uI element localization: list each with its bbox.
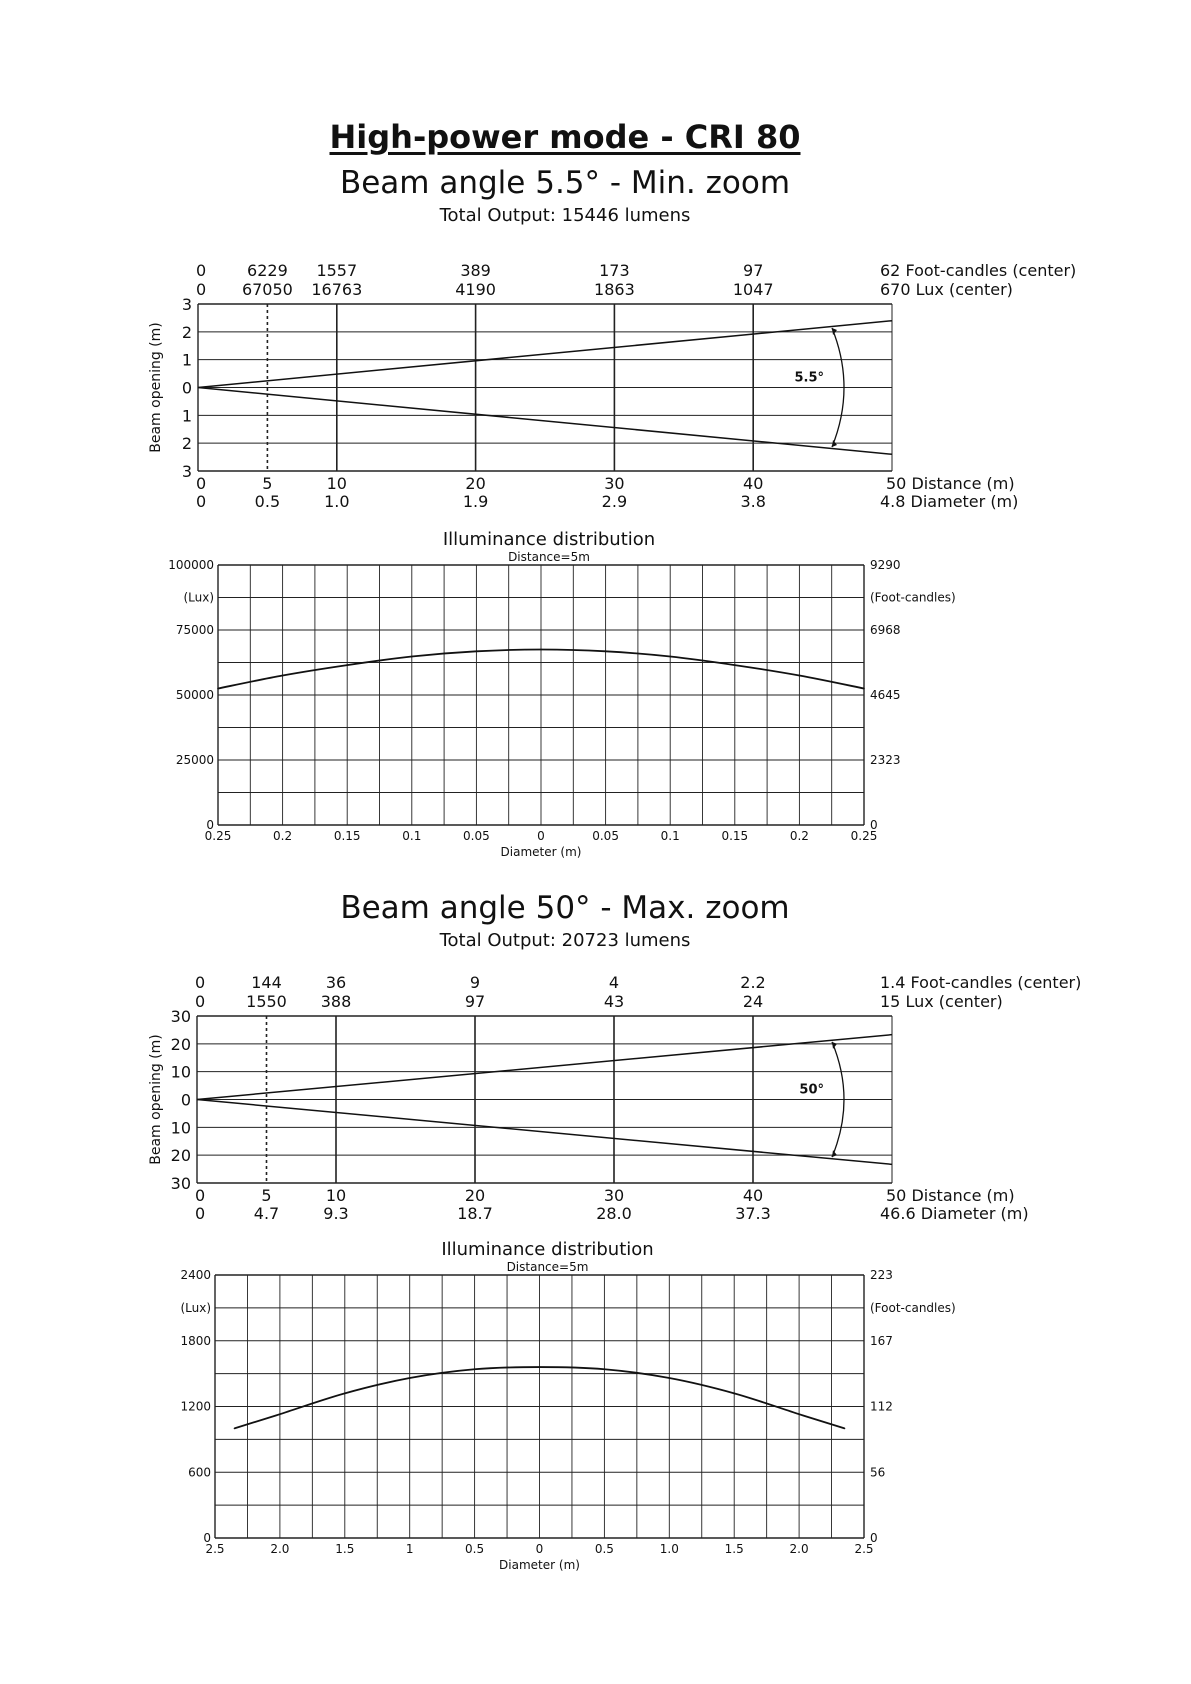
y-tick-label: 20: [170, 1146, 191, 1166]
x-tick-label: 2.0: [789, 1542, 809, 1556]
total-output-max-zoom: Total Output: 20723 lumens: [439, 930, 691, 951]
right-unit-label: (Foot-candles): [870, 590, 956, 605]
x-tick-label: 0.05: [463, 829, 490, 843]
y-tick-label: 30: [170, 1007, 191, 1026]
lux-label: 1047: [732, 280, 774, 299]
data-point: [540, 649, 542, 651]
lux-label: 67050: [241, 280, 293, 299]
x-tick-label: 0.1: [402, 829, 422, 843]
left-tick-label: 1800: [180, 1333, 211, 1348]
illuminance-chart-max-zoom: [0, 1235, 1191, 1570]
x-tick-label: 1: [405, 1542, 414, 1556]
data-point: [346, 664, 348, 666]
beam-diagram-min-zoom: [0, 235, 1191, 515]
x-tick-label: 0.5: [594, 1542, 614, 1556]
y-tick-label: 10: [170, 1118, 191, 1138]
distance-label: 30: [604, 474, 625, 493]
beam-edge-upper: [197, 1035, 892, 1100]
diameter-label-end: 4.8 Diameter (m): [880, 492, 1019, 511]
lux-label-end: 15 Lux (center): [880, 992, 1003, 1011]
lux-label: 1550: [246, 992, 287, 1011]
chart-title: Illuminance distribution: [442, 529, 656, 550]
y-tick-label: 2: [181, 322, 192, 342]
left-tick-label: 25000: [175, 753, 214, 767]
beam-angle-label: 5.5°: [794, 370, 824, 386]
footcandle-label: 173: [599, 261, 630, 280]
data-point: [279, 1413, 281, 1415]
distance-label-end: 50 Distance (m): [886, 1186, 1015, 1205]
left-tick-label: 0: [203, 1531, 211, 1545]
data-point: [217, 688, 219, 690]
footcandle-label: 2.2: [740, 973, 766, 992]
y-tick-label: 1: [181, 350, 192, 370]
beam-edge-lower: [197, 1100, 892, 1165]
left-tick-label: 600: [188, 1465, 211, 1480]
diameter-label: 0.5: [254, 492, 281, 511]
y-tick-label: 0: [180, 1090, 191, 1110]
lux-label: 0: [195, 992, 206, 1011]
left-unit-label: (Lux): [180, 1300, 211, 1315]
x-axis-label: Diameter (m): [500, 845, 582, 859]
diameter-label: 37.3: [735, 1204, 771, 1223]
footcandle-label: 6229: [247, 261, 288, 280]
distance-label: 40: [743, 474, 764, 493]
y-tick-label: 1: [181, 406, 192, 426]
data-point: [734, 664, 736, 666]
left-tick-label: 75000: [175, 623, 214, 637]
beam-diagram-max-zoom: [0, 960, 1191, 1235]
data-point: [604, 1368, 606, 1370]
footcandle-label-end: 62 Foot-candles (center): [880, 261, 1077, 280]
lux-label: 97: [464, 992, 486, 1011]
y-tick-label: 3: [181, 462, 192, 481]
right-tick-label: 2323: [870, 753, 901, 767]
left-tick-label: 0: [206, 818, 214, 832]
left-tick-label: 100000: [168, 558, 214, 572]
data-point: [605, 651, 607, 653]
right-unit-label: (Foot-candles): [870, 1300, 956, 1315]
x-tick-label: 0.25: [204, 829, 232, 843]
diameter-label: 0: [196, 492, 207, 511]
x-tick-label: 0.05: [592, 829, 619, 843]
data-point: [799, 675, 801, 677]
diameter-label: 28.0: [596, 1204, 632, 1223]
footcandle-label: 144: [251, 973, 282, 992]
x-axis-label: Diameter (m): [499, 1558, 580, 1572]
lux-label: 16763: [311, 280, 363, 299]
lux-label: 4190: [455, 280, 496, 299]
x-tick-label: 0: [537, 829, 545, 843]
x-tick-label: 0.15: [333, 829, 361, 843]
lux-label: 43: [603, 992, 625, 1011]
left-tick-label: 50000: [175, 688, 214, 702]
right-tick-label: 4645: [870, 688, 901, 702]
chart-subtitle: Distance=5m: [508, 550, 590, 564]
right-tick-label: 9290: [870, 558, 901, 572]
x-tick-label: 0.25: [850, 829, 878, 843]
diameter-label: 18.7: [457, 1204, 493, 1223]
distance-label: 5: [261, 1186, 272, 1205]
x-tick-label: 1.0: [659, 1542, 679, 1556]
data-point: [411, 656, 413, 658]
x-tick-label: 0: [535, 1542, 544, 1556]
right-tick-label: 112: [870, 1399, 893, 1414]
x-tick-label: 2.5: [205, 1542, 225, 1556]
footcandle-label: 0: [196, 261, 207, 280]
left-tick-label: 1200: [180, 1399, 211, 1414]
data-point: [844, 1428, 846, 1430]
distance-label-end: 50 Distance (m): [886, 474, 1015, 493]
total-output-min-zoom: Total Output: 15446 lumens: [439, 205, 691, 226]
lux-label: 0: [196, 280, 207, 299]
right-tick-label: 167: [870, 1333, 893, 1348]
data-point: [234, 1428, 236, 1430]
distance-label: 0: [195, 1186, 206, 1205]
data-point: [282, 675, 284, 677]
lux-label: 1863: [594, 280, 635, 299]
footcandle-label: 9: [469, 973, 481, 992]
x-tick-label: 1.5: [335, 1542, 355, 1556]
diameter-label: 1.9: [462, 492, 489, 511]
y-tick-label: 10: [170, 1062, 191, 1082]
x-tick-label: 0.15: [721, 829, 749, 843]
y-tick-label: 0: [181, 378, 192, 398]
illuminance-chart-min-zoom: [0, 520, 1191, 865]
data-point: [798, 1413, 800, 1415]
data-point: [474, 1368, 476, 1370]
diameter-label-end: 46.6 Diameter (m): [880, 1204, 1029, 1223]
section-title-min-zoom: Beam angle 5.5° - Min. zoom: [339, 165, 791, 201]
section-title-max-zoom: Beam angle 50° - Max. zoom: [340, 890, 790, 926]
distance-label: 20: [465, 474, 486, 493]
page-title: High-power mode - CRI 80: [329, 118, 801, 156]
footcandle-label: 97: [743, 261, 764, 280]
chart-subtitle: Distance=5m: [506, 1260, 589, 1274]
footcandle-label: 36: [325, 973, 347, 992]
distance-label: 40: [742, 1186, 764, 1205]
x-tick-label: 0.2: [273, 829, 293, 843]
distance-label: 30: [603, 1186, 625, 1205]
beam-edge-upper: [198, 321, 892, 388]
footcandle-label: 0: [195, 973, 206, 992]
data-point: [539, 1366, 541, 1368]
x-tick-label: 0.2: [789, 829, 809, 843]
right-tick-label: 0: [870, 818, 878, 832]
y-axis-label: Beam opening (m): [148, 322, 164, 453]
distance-label: 20: [464, 1186, 486, 1205]
footcandle-label: 389: [460, 261, 491, 280]
beam-edge-lower: [198, 388, 892, 455]
data-point: [733, 1393, 735, 1395]
data-point: [409, 1377, 411, 1379]
diameter-label: 1.0: [324, 492, 350, 511]
data-point: [344, 1393, 346, 1395]
diameter-label: 4.7: [253, 1204, 280, 1223]
data-point: [669, 656, 671, 658]
beam-angle-label: 50°: [799, 1082, 824, 1098]
footcandle-label: 4: [608, 973, 620, 992]
x-tick-label: 1.5: [724, 1542, 744, 1556]
left-tick-label: 2400: [180, 1268, 211, 1282]
lux-label: 24: [742, 992, 764, 1011]
y-tick-label: 3: [181, 295, 192, 314]
diameter-label: 9.3: [323, 1204, 349, 1223]
x-tick-label: 0.1: [660, 829, 680, 843]
data-point: [476, 651, 478, 653]
left-unit-label: (Lux): [183, 590, 214, 605]
data-point: [669, 1377, 671, 1379]
distance-label: 0: [196, 474, 207, 493]
y-tick-label: 30: [170, 1174, 191, 1193]
diameter-label: 2.9: [601, 492, 628, 511]
y-tick-label: 2: [181, 434, 192, 454]
footcandle-label: 1557: [316, 261, 358, 280]
footcandle-label-end: 1.4 Foot-candles (center): [880, 973, 1082, 992]
diameter-label: 0: [195, 1204, 206, 1223]
data-point: [863, 688, 865, 690]
distance-label: 5: [262, 474, 273, 493]
right-tick-label: 223: [870, 1268, 893, 1282]
right-tick-label: 56: [870, 1465, 886, 1480]
y-axis-label: Beam opening (m): [148, 1034, 164, 1165]
x-tick-label: 2.0: [270, 1542, 290, 1556]
chart-title: Illuminance distribution: [441, 1239, 654, 1260]
distance-label: 10: [326, 474, 347, 493]
right-tick-label: 0: [870, 1531, 878, 1545]
x-tick-label: 2.5: [854, 1542, 874, 1556]
x-tick-label: 0.5: [465, 1542, 485, 1556]
right-tick-label: 6968: [870, 623, 901, 637]
lux-label: 388: [320, 992, 352, 1011]
lux-label-end: 670 Lux (center): [880, 280, 1013, 299]
y-tick-label: 20: [170, 1034, 191, 1054]
diameter-label: 3.8: [740, 492, 766, 511]
distance-label: 10: [325, 1186, 347, 1205]
